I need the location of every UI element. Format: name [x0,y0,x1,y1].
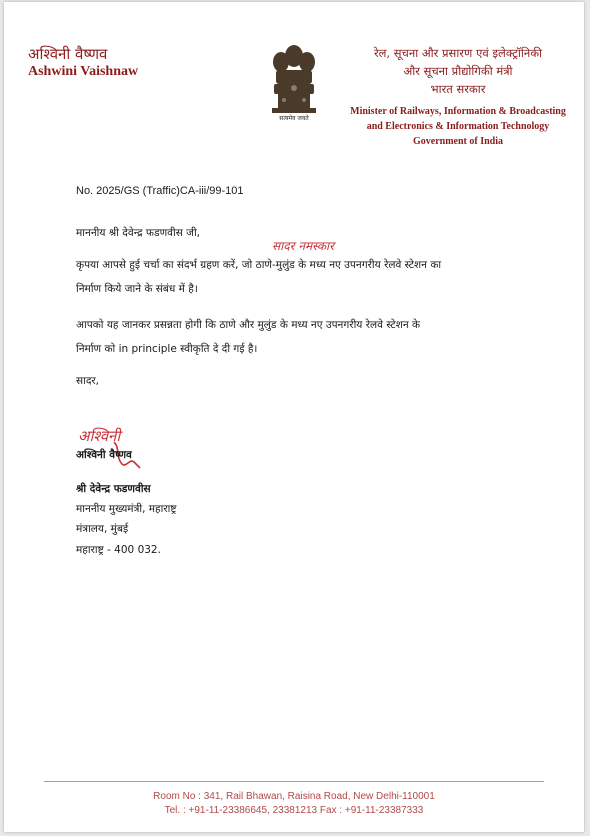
footer-address: Room No : 341, Rail Bhawan, Raisina Road, New Delhi-110001 [153,791,435,802]
paragraph-2-line-1: आपको यह जानकर प्रसन्नता होगी कि ठाणे और मुलुंड के मध्य नए उपनगरीय रेलवे स्टेशन के [76,319,421,331]
designation-english-line-3: Government of India [413,136,503,147]
recipient-office: मंत्रालय, मुंबई [76,523,129,535]
emblem-motto: सत्यमेव जयते [279,115,309,122]
paragraph-1-line-1: कृपया आपसे हुई चर्चा का संदर्भ ग्रहण करें, जो ठाणे-मुलुंड के मध्य नए उपनगरीय रेलवे स्टेशन का [76,259,442,271]
footer-contact: Tel. : +91-11-23386645, 23381213 Fax : +91-11-23387333 [164,805,424,816]
recipient-designation: माननीय मुख्यमंत्री, महाराष्ट्र [76,503,177,515]
signature: अश्विनी [78,427,121,445]
closing: सादर, [76,375,100,387]
recipient-state-pin: महाराष्ट्र - 400 032. [76,544,161,556]
designation-english-line-1: Minister of Railways, Information & Broadcasting [350,106,566,117]
signatory-name: अश्विनी वैष्णव [76,449,132,461]
reference-number: No. 2025/GS (Traffic)CA-iii/99-101 [76,185,244,197]
recipient-name: श्री देवेन्द्र फडणवीस [76,483,151,495]
minister-name-hindi: अश्विनी वैष्णव [28,45,108,63]
paragraph-1-line-2: निर्माण किये जाने के संबंध में है। [76,283,198,295]
designation-hindi-line-3: भारत सरकार [430,82,486,96]
paragraph-2-line-2: निर्माण को in principle स्वीकृति दे दी गई है। [76,343,258,355]
designation-english-line-2: and Electronics & Information Technology [366,121,550,132]
letter-page [4,2,584,832]
handwritten-greeting: सादर नमस्कार [272,239,335,253]
salutation: माननीय श्री देवेन्द्र फडणवीस जी, [76,227,201,239]
minister-name-english: Ashwini Vaishnaw [28,64,139,79]
designation-hindi-line-2: और सूचना प्रौद्योगिकी मंत्री [403,64,513,78]
designation-hindi-line-1: रेल, सूचना और प्रसारण एवं इलेक्ट्रॉनिकी [373,46,543,60]
footer-divider [44,781,544,782]
